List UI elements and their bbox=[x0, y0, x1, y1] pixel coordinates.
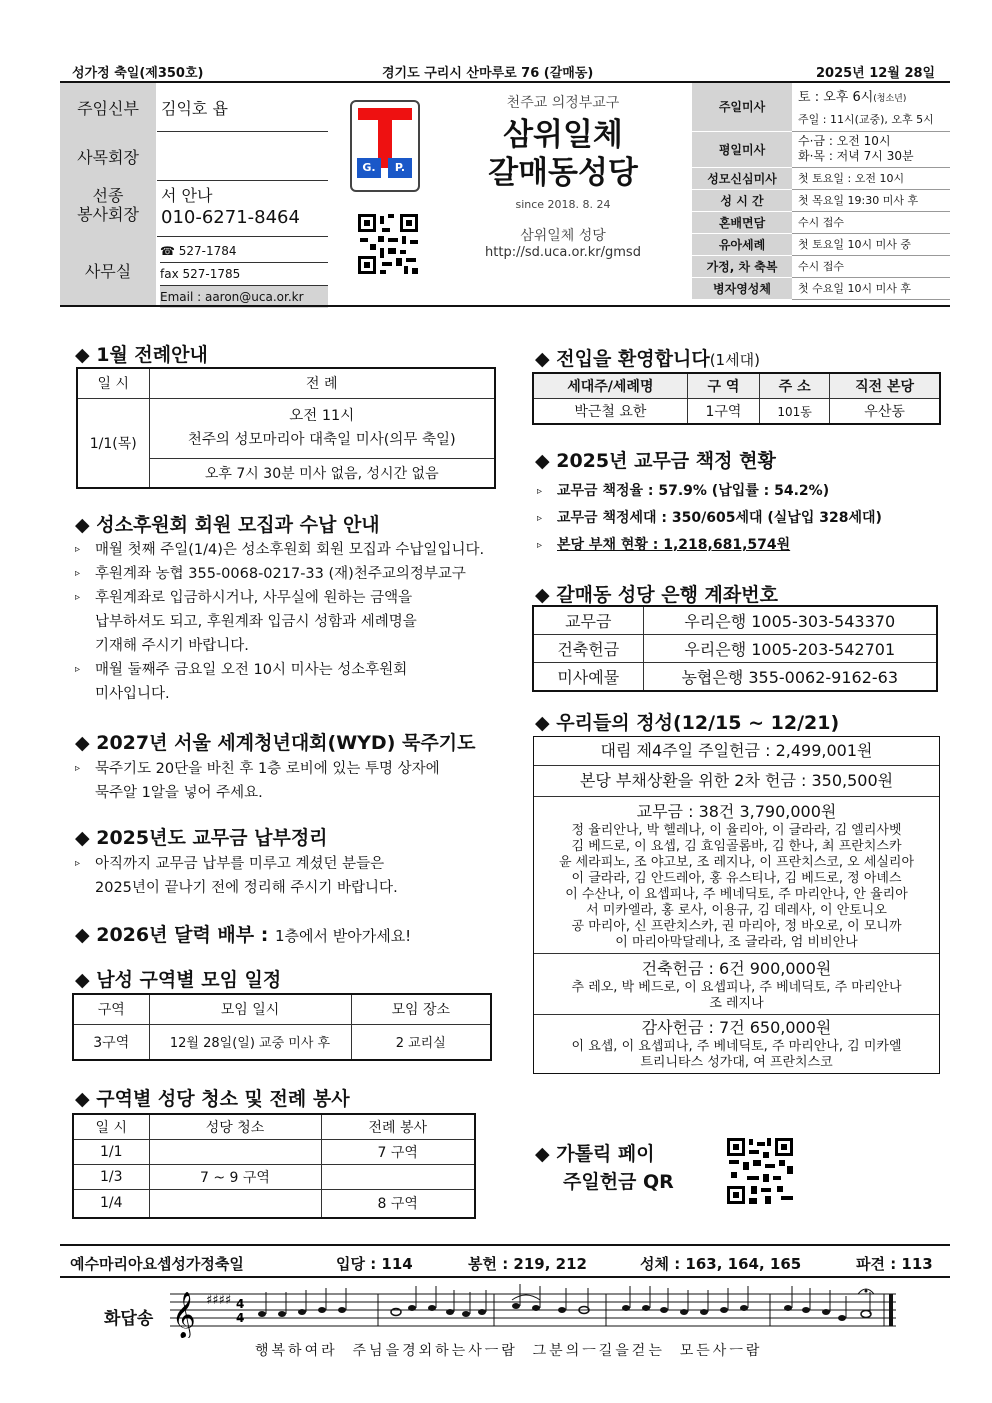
debt-offering: 본당 부채상환을 위한 2차 헌금 : 350,500원 bbox=[534, 766, 939, 797]
offering-heading: ◆ 우리들의 정성(12/15 ~ 12/21) bbox=[535, 712, 840, 734]
office-label: 사무실 bbox=[84, 262, 132, 281]
top-info-line bbox=[60, 62, 950, 80]
schedule-key: 평일미사 bbox=[692, 131, 792, 167]
cleaning-heading: ◆ 구역별 성당 청소 및 전례 봉사 bbox=[75, 1088, 350, 1110]
catholic-pay-qr-code[interactable] bbox=[725, 1136, 795, 1206]
address: 경기도 구리시 산마루로 76 (갈매동) bbox=[382, 66, 594, 81]
edition: 성가정 축일(제350호) bbox=[72, 66, 204, 81]
dismissal-hymn: 파견 : 113 bbox=[856, 1255, 933, 1273]
office-info bbox=[160, 240, 328, 308]
service-name: 서 안나 bbox=[161, 186, 213, 205]
parish-logo: G. P. bbox=[350, 100, 420, 192]
parish-name-1: 삼위일체 bbox=[503, 117, 623, 153]
men-meeting-heading: ◆ 남성 구역별 모임 일정 bbox=[75, 969, 282, 991]
men-meeting-table: 구역 모임 일시 모임 장소 3구역 12월 28일(일) 교중 미사 후 2 교리실 bbox=[72, 993, 492, 1061]
svg-text:4: 4 bbox=[236, 1311, 245, 1325]
service-info bbox=[157, 185, 328, 229]
hymn-numbers bbox=[60, 1247, 950, 1275]
parish-qr-code[interactable] bbox=[356, 212, 420, 276]
welcome-table: 세대주/세례명 구 역 주 소 직전 본당 박근철 요한 1구역 101동 우산동 bbox=[532, 372, 941, 425]
schedule-key: 유아세례 bbox=[692, 233, 792, 255]
service-phone: 010-6271-8464 bbox=[161, 207, 300, 228]
bank-table: 교무금 우리은행 1005-303-543370 건축헌금 우리은행 1005-203-542701 미사예물 농협은행 355-0062-9162-63 bbox=[532, 605, 938, 692]
parish-name-2: 갈매동성당 bbox=[488, 155, 638, 191]
welcome-heading: ◆ 전입을 환영합니다(1세대) bbox=[535, 348, 760, 370]
parish-title-block bbox=[440, 92, 686, 260]
calendar-heading: ◆ 2026년 달력 배부 : 1층에서 받아가세요! bbox=[75, 924, 412, 946]
psalm-lyrics: 행복하여라 주님을경외하는사ㅡ람 그분의ㅡ길을걷는 모든사ㅡ람 bbox=[255, 1343, 763, 1359]
entrance-hymn: 입당 : 114 bbox=[336, 1255, 413, 1273]
bank-heading: ◆ 갈매동 성당 은행 계좌번호 bbox=[535, 584, 778, 606]
schedule-key: 혼배면담 bbox=[692, 211, 792, 233]
phone-icon: ☎ bbox=[160, 244, 175, 258]
schedule-key: 가정, 차 축복 bbox=[692, 255, 792, 277]
since: since 2018. 8. 24 bbox=[515, 198, 611, 211]
cleaning-table: 일 시 성당 청소 전례 봉사 1/1 7 구역 1/3 7 ~ 9 구역 1/4 8 구역 bbox=[72, 1113, 476, 1219]
issue-date: 2025년 12월 28일 bbox=[816, 66, 936, 81]
catholic-pay-heading: ◆ 가톨릭 페이 주일헌금 QR bbox=[535, 1143, 674, 1193]
mass-schedule: 주일미사 토 : 오후 6시(청소년) 주일 : 11시(교중), 오후 5시 평일미사 수·금 : 오전 10시 화·목 : 저녁 7시 30분 성모신심미사 첫 토요일 : 오전 10시 성 시 간 첫 목요일 19:30 미사 후 혼배면담 수시 접수 유아세례 첫 토요일 10시 미사 중 가정, 차 축복 수시 접수 병자영성체 첫 수요일 10시 미사 후 bbox=[692, 83, 950, 300]
jan-liturgy-table: 일 시 전 례 1/1(목) 오전 11시 천주의 성모마리아 대축일 미사(의무 축일) 오후 7시 30분 미사 없음, 성시간 없음 bbox=[76, 367, 496, 489]
psalm-staff bbox=[170, 1282, 900, 1338]
offering-box bbox=[533, 736, 940, 1074]
gyomu-heading: ◆ 2025년 교무금 책정 현황 bbox=[535, 450, 776, 472]
schedule-key: 병자영성체 bbox=[692, 277, 792, 299]
wyd-heading: ◆ 2027년 서울 세계청년대회(WYD) 묵주기도 bbox=[75, 732, 476, 754]
sunday-offering: 대림 제4주일 주일헌금 : 2,499,001원 bbox=[534, 737, 939, 766]
svg-text:𝄞: 𝄞 bbox=[172, 1292, 196, 1338]
gyomu-offering: 교무금 : 38건 3,790,000원 정 율리안나, 박 헬레나, 이 율리아, 이 글라라, 김 엘리사벳 김 베드로, 이 요셉, 김 효임골롬바, 김 한나, 최 프란치스카 윤 세라피노, 조 야고보, 조 레지나, 이 프란치스코, 오 세실리아 이 글라라, 김 안드레아, 홍 유스티나, 김 베드로, 정 아녜스 이 수산나, 이 요셉피나, 주 베네딕토, 주 마리안나, 안 율리아 서 미카엘라, 홍 로사, 이용규, 김 데레사, 이 안토니오 공 마리아, 신 프란치스카, 권 마리아, 정 바오로, 이 모니까 이 마리아막달레나, 조 글라라, 엄 비비안나 bbox=[534, 797, 939, 954]
dues-text: ▹ 아직까지 교무금 납부를 미루고 계셨던 분들은 2025년이 끝나기 전에 정리해 주시기 바랍니다. bbox=[75, 856, 398, 896]
svg-text:4: 4 bbox=[236, 1297, 245, 1311]
feast-name: 예수마리아요셉성가정축일 bbox=[70, 1255, 244, 1273]
diocese: 천주교 의정부교구 bbox=[506, 95, 620, 111]
office-email[interactable]: Email : aaron@uca.or.kr bbox=[160, 285, 328, 308]
service-label: 선종 봉사회장 bbox=[77, 186, 139, 224]
building-offering: 건축헌금 : 6건 900,000원 추 레오, 박 베드로, 이 요셉피나, 주 베네딕토, 주 마리안나 조 레지나 bbox=[534, 954, 939, 1015]
schedule-key: 성 시 간 bbox=[692, 189, 792, 211]
office-phone: 527-1784 bbox=[178, 244, 237, 258]
schedule-key: 주일미사 bbox=[692, 83, 792, 131]
schedule-key: 성모신심미사 bbox=[692, 167, 792, 189]
sungso-heading: ◆ 성소후원회 회원 모집과 수납 안내 bbox=[75, 514, 380, 536]
wyd-text: ▹ 묵주기도 20단을 바친 후 1층 로비에 있는 투명 상자에 묵주알 1알을 넣어 주세요. bbox=[75, 761, 440, 801]
council-label: 사목회장 bbox=[77, 148, 139, 167]
jan-liturgy-heading: ◆ 1월 전례안내 bbox=[75, 344, 208, 366]
office-fax: fax 527-1785 bbox=[160, 262, 328, 285]
jan-date: 1/1(목) bbox=[77, 398, 149, 488]
psalm-label: 화답송 bbox=[104, 1309, 154, 1329]
offertory-hymn: 봉헌 : 219, 212 bbox=[468, 1255, 587, 1273]
dues-heading: ◆ 2025년도 교무금 납부정리 bbox=[75, 827, 328, 849]
sungso-list: ▹ 매월 첫째 주일(1/4)은 성소후원회 회원 모집과 수납일입니다. ▹ 후원계좌 농협 355-0068-0217-33 (재)천주교의정부교구 ▹ 후원계좌로 입금하시거나, 사무실에 원하는 금액을 납부하셔도 되고, 후원계좌 입금시 성함과 세례명을 기재해 주시기 바랍니다. ▹ 매월 둘째주 금요일 오전 10시 미사는 성소후원회 미사입니다. bbox=[75, 542, 485, 702]
communion-hymn: 성체 : 163, 164, 165 bbox=[640, 1255, 802, 1273]
thanks-offering: 감사헌금 : 7건 650,000원 이 요셉, 이 요셉피나, 주 베네딕토, 주 마리안나, 김 미카엘 트리니타스 성가대, 여 프란치스코 bbox=[571, 1018, 902, 1070]
gyomu-list: ▹ 교무금 책정율 : 57.9% (납입률 : 54.2%) ▹ 교무금 책정세대 : 350/605세대 (실납입 328세대) ▹ 본당 부채 현황 : 1,218,681,574원 bbox=[537, 483, 882, 553]
svg-text:♯♯♯♯: ♯♯♯♯ bbox=[206, 1293, 232, 1308]
pastor-label: 주임신부 bbox=[77, 99, 139, 118]
site-name: 삼위일체 성당 bbox=[520, 228, 606, 244]
pastor-name: 김익호 욥 bbox=[161, 99, 228, 118]
website-link[interactable]: http://sd.uca.or.kr/gmsd bbox=[485, 245, 641, 260]
